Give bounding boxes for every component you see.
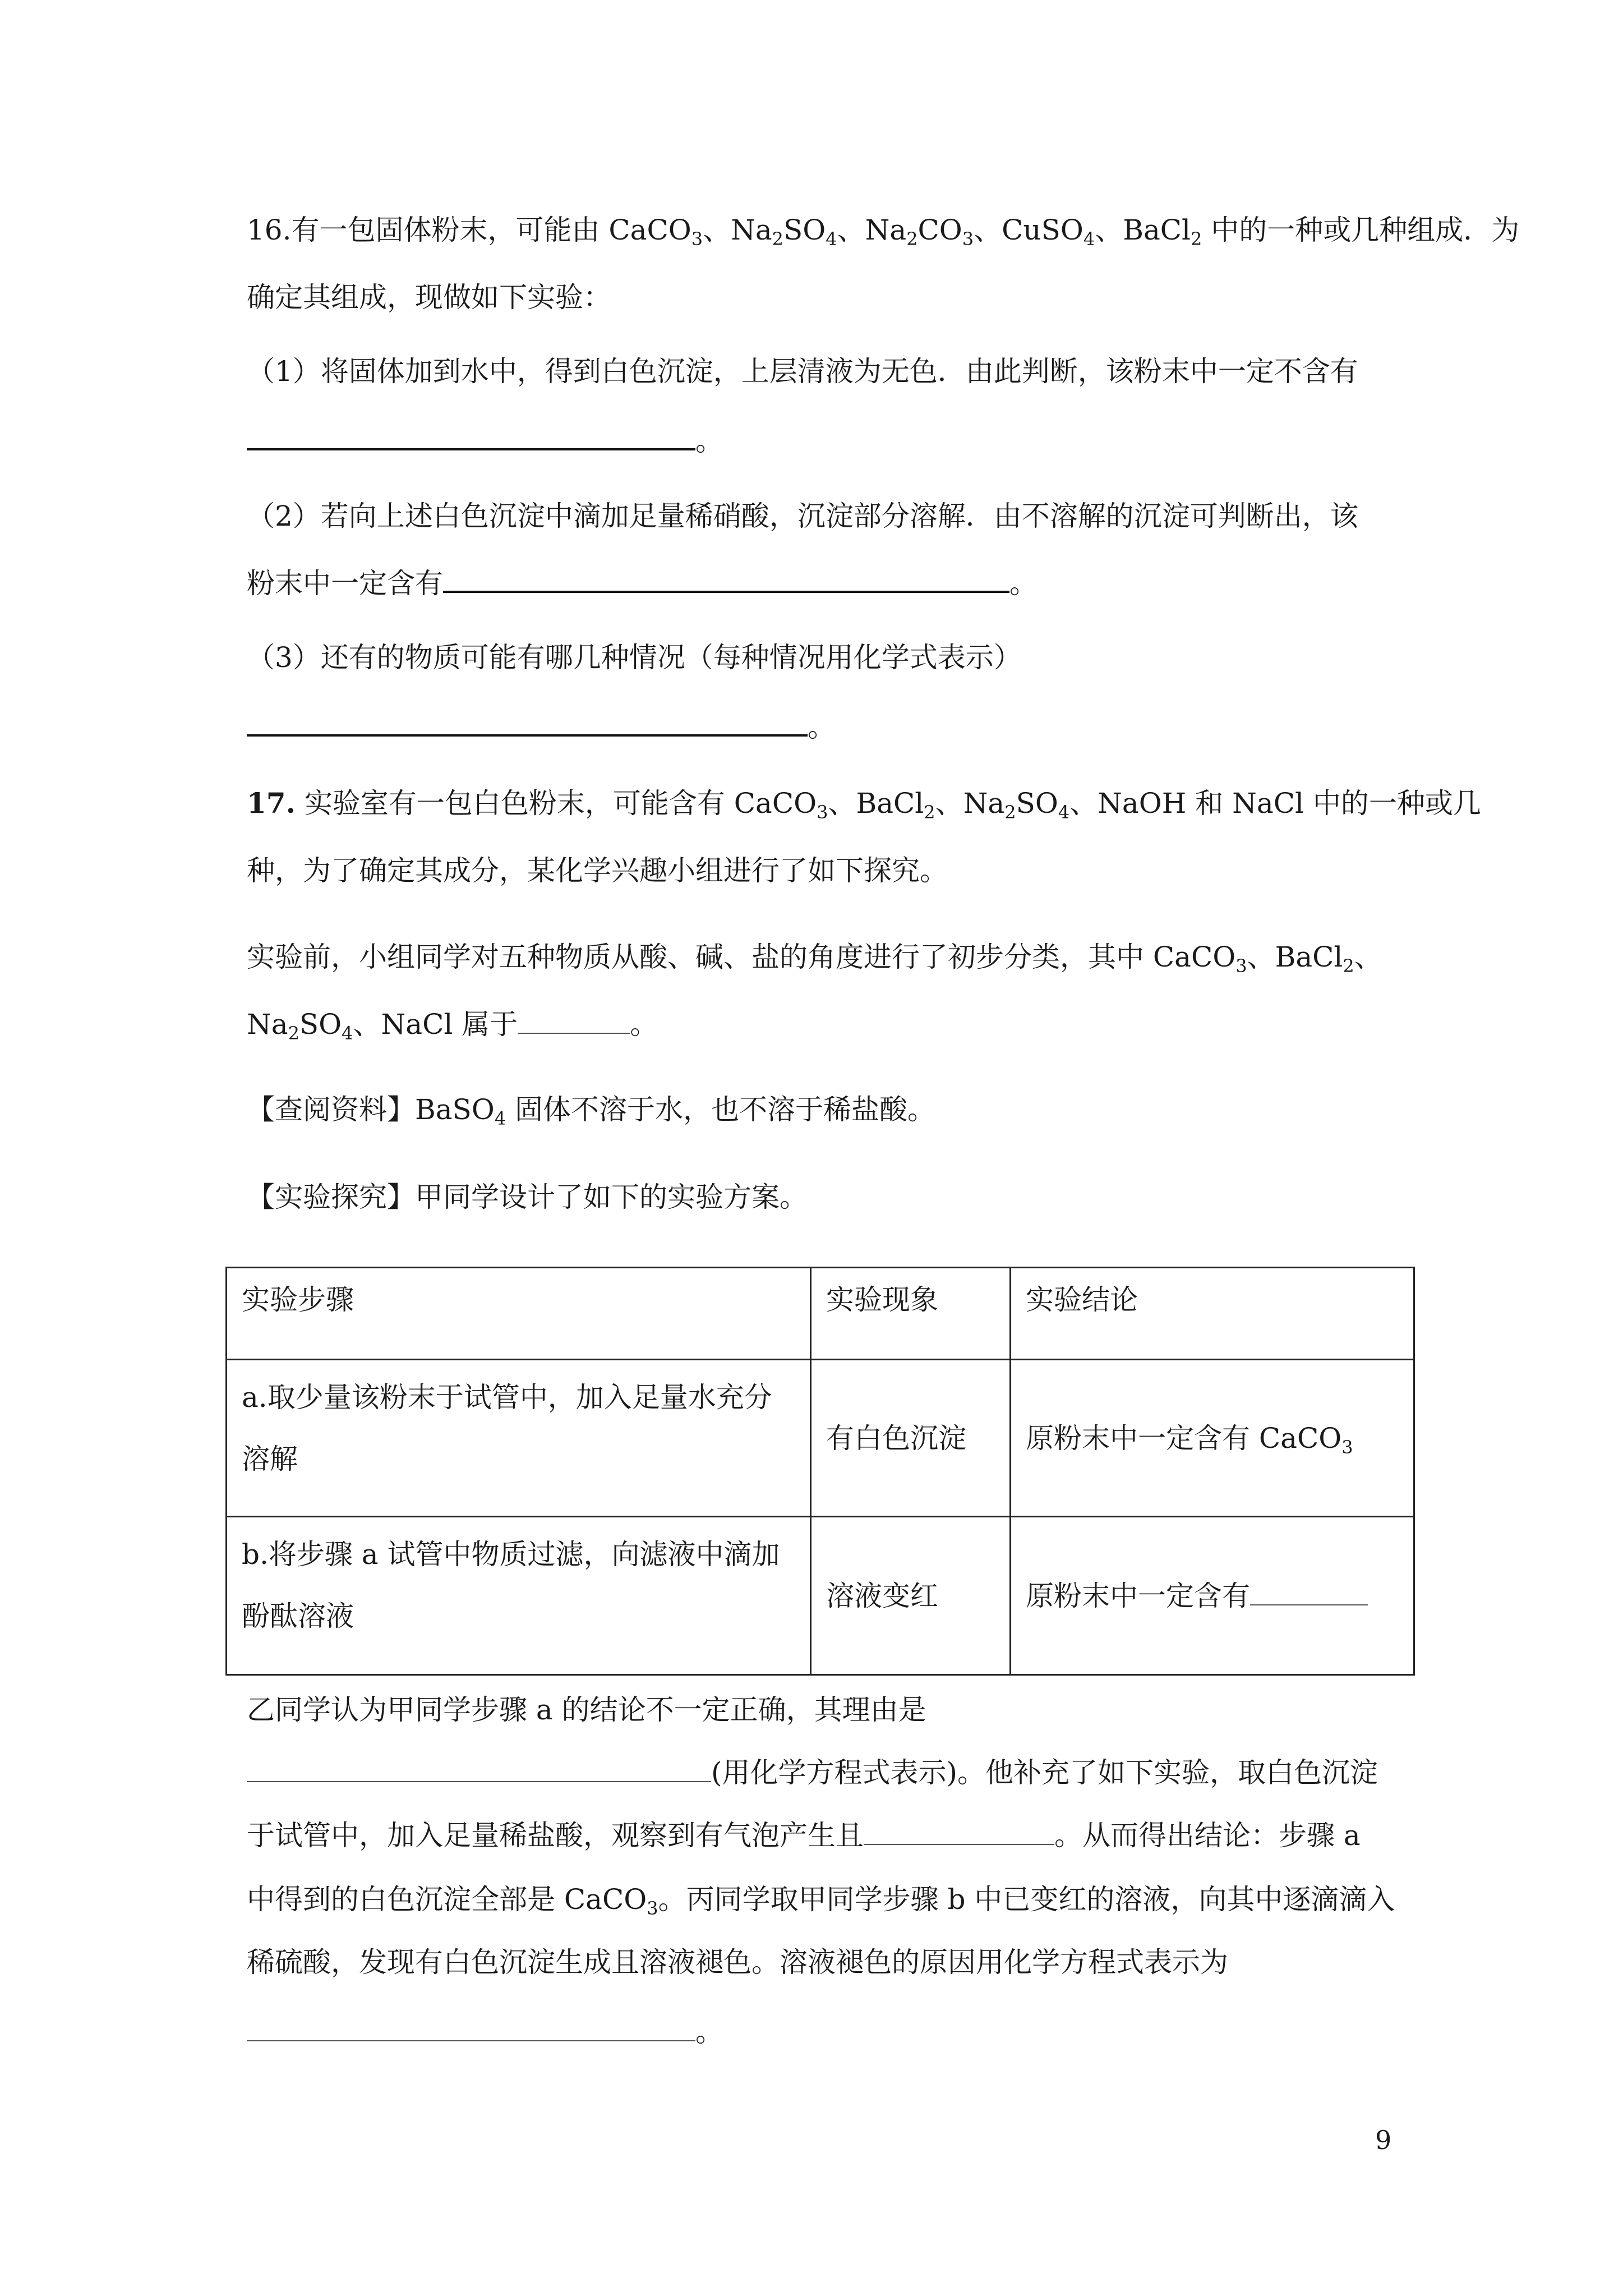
row-a-conclusion: 原粉末中一定含有 CaCO$_3$	[1011, 1360, 1414, 1517]
answer-blank[interactable]	[1250, 1580, 1368, 1605]
after-line-1: 乙同学认为甲同学步骤 a 的结论不一定正确，其理由是	[247, 1694, 926, 1726]
info-line: 【查阅资料】BaSO$_4$ 固体不溶于水，也不溶于稀盐酸。	[247, 1093, 936, 1129]
table-header-row	[227, 1268, 1414, 1360]
answer-blank[interactable]	[247, 1756, 711, 1782]
header-phenomenon: 实验现象	[811, 1268, 1011, 1360]
explore-line: 【实验探究】甲同学设计了如下的实验方案。	[247, 1181, 808, 1213]
q17-pre-line-2: $Na_2SO_4$、NaCl 属于 。	[247, 1008, 658, 1044]
table-row	[227, 1517, 1414, 1675]
table-row	[227, 1360, 1414, 1517]
q16-line-1: 16.有一包固体粉末，可能由 CaCO$_3$、$Na_2SO_4$、$Na_2CO_3$、CuSO$_4$、BaCl$_2$ 中的一种或几种组成．为	[247, 214, 1520, 250]
q16-part-2-answer: 粉末中一定含有 。	[247, 567, 1038, 600]
answer-blank[interactable]	[247, 426, 695, 450]
answer-blank[interactable]	[247, 2016, 695, 2041]
header-conclusion: 实验结论	[1011, 1268, 1414, 1360]
row-b-conclusion: 原粉末中一定含有	[1011, 1517, 1414, 1675]
row-b-step: b.将步骤 a 试管中物质过滤，向滤液中滴加 酚酞溶液	[227, 1517, 811, 1675]
answer-blank[interactable]	[443, 568, 1009, 593]
q16-part-3: （3）还有的物质可能有哪几种情况（每种情况用化学式表示）	[247, 641, 1022, 674]
row-a-step: a.取少量该粉末于试管中，加入足量水充分 溶解	[227, 1360, 811, 1517]
row-a-phenomenon: 有白色沉淀	[811, 1360, 1011, 1517]
q16-part-2: （2）若向上述白色沉淀中滴加足量稀硝酸，沉淀部分溶解．由不溶解的沉淀可判断出，该	[247, 500, 1358, 532]
q16-part-1: （1）将固体加到水中，得到白色沉淀，上层清液为无色．由此判断，该粉末中一定不含有	[247, 355, 1358, 388]
q17-pre-line-1: 实验前，小组同学对五种物质从酸、碱、盐的角度进行了初步分类，其中 CaCO$_3$、BaCl$_2$、	[247, 941, 1382, 977]
answer-blank[interactable]	[518, 1008, 630, 1034]
q16-part-1-answer: 。	[247, 421, 723, 461]
q17-line-2: 种，为了确定其成分，某化学兴趣小组进行了如下探究。	[247, 854, 948, 887]
after-line-5: 稀硫酸，发现有白色沉淀生成且溶液褪色。溶液褪色的原因用化学方程式表示为	[247, 1946, 1228, 1978]
answer-blank[interactable]	[864, 1819, 1054, 1845]
after-line-3: 于试管中，加入足量稀盐酸，观察到有气泡产生且 。从而得出结论：步骤 a	[247, 1819, 1361, 1852]
q16-part-3-answer: 。	[247, 707, 836, 747]
row-b-phenomenon: 溶液变红	[811, 1517, 1011, 1675]
after-line-2: (用化学方程式表示)。他补充了如下实验，取白色沉淀	[247, 1752, 1378, 1793]
q16-line-2: 确定其组成，现做如下实验：	[247, 281, 611, 314]
answer-blank[interactable]	[247, 712, 808, 737]
after-line-6: 。	[247, 2012, 723, 2052]
q17-line-1: 17. 实验室有一包白色粉末，可能含有 CaCO$_3$、BaCl$_2$、$Na_2SO_4$、NaOH 和 NaCl 中的一种或几	[247, 786, 1481, 823]
page-number: 9	[1375, 2125, 1392, 2155]
q17-number: 17.	[247, 786, 296, 820]
q16-text: 16.有一包固体粉末，可能由 CaCO	[247, 214, 691, 246]
after-line-4: 中得到的白色沉淀全部是 CaCO$_3$。丙同学取甲同学步骤 b 中已变红的溶液，向其中逐滴滴入	[247, 1883, 1395, 1919]
experiment-table	[225, 1267, 1415, 1676]
header-step: 实验步骤	[227, 1268, 811, 1360]
